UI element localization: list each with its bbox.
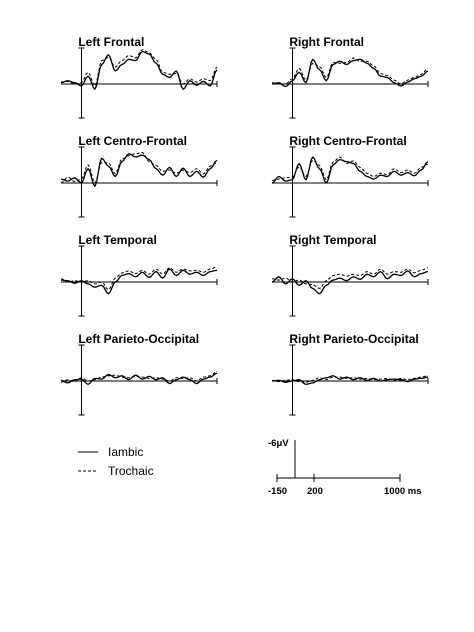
series-trochaic: [272, 157, 428, 180]
erp-panels: [61, 35, 428, 415]
panel-title: Right Frontal: [289, 35, 365, 49]
panel-left-parieto-occipital: [61, 332, 217, 415]
panel-title: Left Frontal: [78, 35, 145, 49]
panel-right-frontal: [272, 35, 428, 118]
scale-x-label-end: 1000 ms: [384, 486, 422, 497]
panel-left-temporal: [61, 233, 217, 316]
series-iambic: [272, 59, 428, 86]
panel-left-frontal: [61, 35, 217, 118]
panel-left-centro-frontal: [61, 134, 217, 217]
scale-y-label: -6μV: [268, 438, 289, 449]
panel-title: Left Parieto-Occipital: [78, 332, 200, 346]
legend-trochaic-label: Trochaic: [108, 464, 154, 478]
scale-x-label-mid: 200: [307, 486, 323, 497]
series-iambic: [61, 154, 217, 187]
panel-title: Right Temporal: [289, 233, 377, 247]
legend-iambic-label: Iambic: [108, 445, 144, 459]
scale-bar: [268, 438, 422, 497]
panel-right-parieto-occipital: [272, 332, 428, 415]
panel-title: Left Temporal: [78, 233, 157, 247]
legend: [78, 445, 154, 478]
panel-right-centro-frontal: [272, 134, 428, 217]
scale-x-label-start: -150: [268, 486, 288, 497]
series-iambic: [272, 157, 428, 183]
panel-title: Left Centro-Frontal: [78, 134, 188, 148]
series-iambic: [61, 269, 217, 294]
panel-right-temporal: [272, 233, 428, 316]
panel-title: Right Centro-Frontal: [289, 134, 407, 148]
series-trochaic: [61, 267, 217, 290]
panel-title: Right Parieto-Occipital: [289, 332, 419, 346]
series-iambic: [272, 376, 428, 385]
